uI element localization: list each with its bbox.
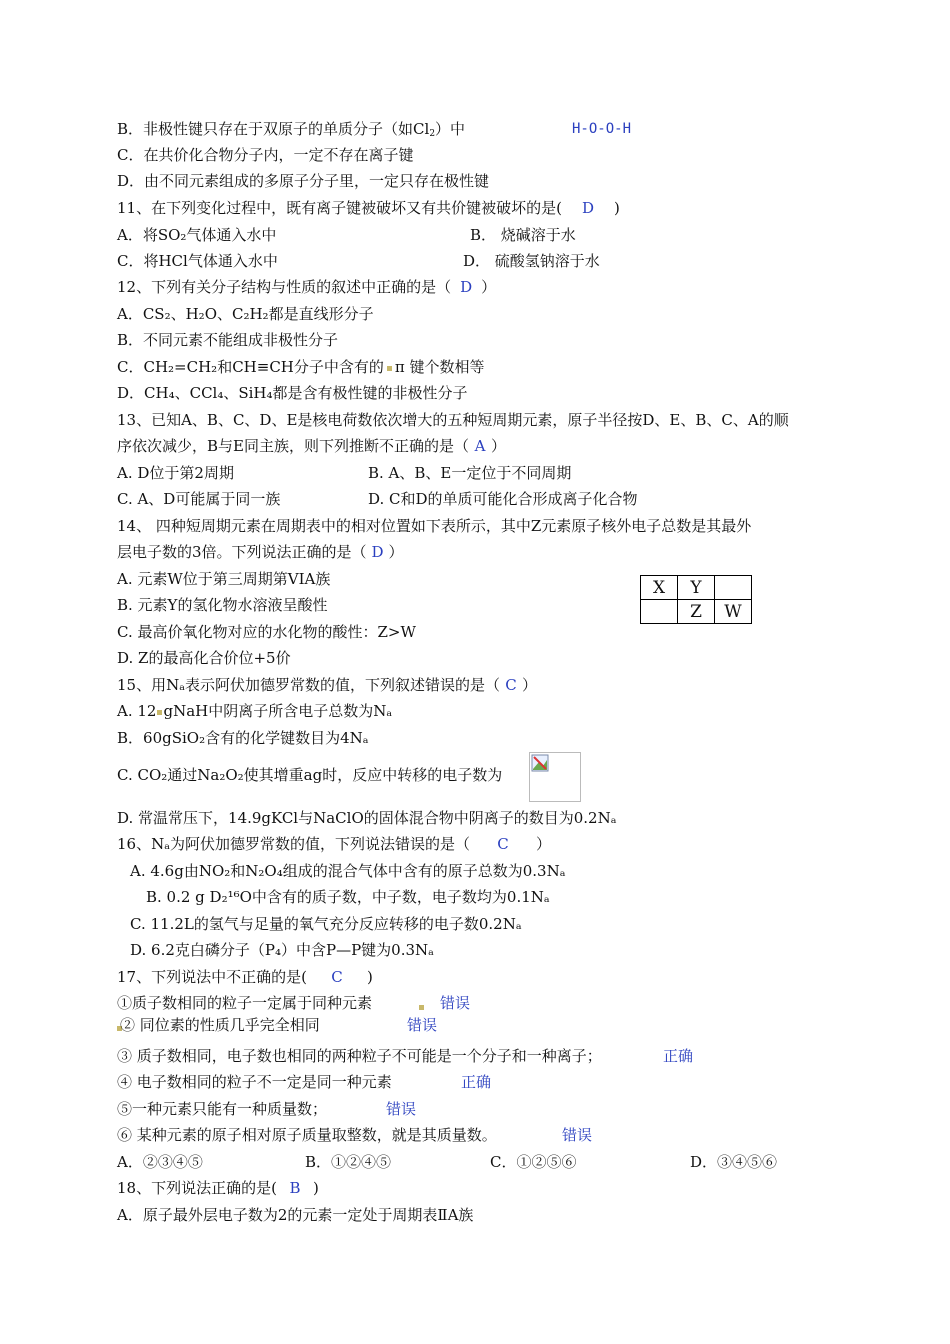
option-line: B． 烧碱溶于水 [470, 226, 576, 244]
option-line: A．②③④⑤ [117, 1153, 203, 1171]
table-row [641, 576, 752, 600]
table-cell [641, 600, 678, 624]
answer-letter: D [460, 278, 473, 296]
option-line: A. 12 gNaH中阴离子所含电子总数为Nₐ [117, 702, 393, 720]
answer-letter: D [581, 199, 594, 217]
question-stem: 17、下列说法中不正确的是( C ) [117, 968, 373, 986]
option-line: C．CH₂=CH₂和CH≡CH分子中含有的 π 键个数相等 [117, 358, 485, 376]
question-stem: 12、下列有关分子结构与性质的叙述中正确的是（ D ） [117, 278, 497, 296]
answer-note: 错误 [562, 1126, 593, 1144]
option-line: B．①②④⑤ [305, 1153, 392, 1171]
statement-line: ①质子数相同的粒子一定属于同种元素 [117, 994, 373, 1012]
question-stem: 16、Nₐ为阿伏加德罗常数的值，下列说法错误的是（ C ） [117, 835, 552, 853]
option-line: A．将SO₂气体通入水中 [117, 226, 277, 244]
option-line: B．非极性键只存在于双原子的单质分子（如$Cl_2$）中 [117, 120, 466, 139]
statement-line: ③ 质子数相同，电子数也相同的两种粒子不可能是一个分子和一种离子； [117, 1047, 602, 1065]
option-line: C．将HCl气体通入水中 [117, 252, 278, 270]
statement-line: ⑥ 某种元素的原子相对原子质量取整数，就是其质量数。 [117, 1126, 497, 1144]
table-cell: Z [678, 600, 715, 624]
option-line: B. 元素Y的氢化物水溶液呈酸性 [117, 596, 328, 614]
question-stem: 层电子数的3倍。下列说法正确的是（ D ） [117, 543, 404, 561]
option-line: D． 硫酸氢钠溶于水 [463, 252, 600, 270]
option-line: C．①②⑤⑥ [490, 1153, 577, 1171]
answer-letter: C [505, 676, 517, 694]
option-line: B．不同元素不能组成非极性分子 [117, 331, 339, 349]
periodic-position-table [640, 575, 752, 624]
question-stem: 18、下列说法正确的是( B ) [117, 1179, 319, 1197]
statement-line: ② 同位素的性质几乎完全相同 [120, 1016, 320, 1034]
option-line: D. 6.2克白磷分子（P₄）中含P—P键为0.3Nₐ [130, 941, 434, 959]
option-line: A．原子最外层电子数为2的元素一定处于周期表ⅡA族 [117, 1206, 474, 1224]
question-stem: 11、在下列变化过程中，既有离子键被破坏又有共价键被破坏的是( D ) [117, 199, 620, 217]
option-line: D. Z的最高化合价位+5价 [117, 649, 291, 667]
answer-note: 正确 [461, 1073, 492, 1091]
question-stem: 13、已知A、B、C、D、E是核电荷数依次增大的五种短周期元素，原子半径按D、E、B、C、A的顺 [117, 411, 789, 429]
option-line: A. 元素W位于第三周期第VIA族 [117, 570, 331, 588]
option-line: B. 0.2 g D₂¹⁶O中含有的质子数，中子数，电子数均为0.1Nₐ [146, 888, 550, 906]
option-line: D．③④⑤⑥ [690, 1153, 778, 1171]
answer-letter: B [289, 1179, 301, 1197]
question-stem: 序依次减少，B与E同主族，则下列推断不正确的是（ A ） [117, 437, 506, 455]
marker-icon [387, 366, 392, 371]
answer-letter: D [371, 543, 384, 561]
question-stem: 14、 四种短周期元素在周期表中的相对位置如下表所示，其中Z元素原子核外电子总数是其最外 [117, 517, 752, 535]
answer-letter: A [474, 437, 486, 455]
option-line: D．由不同元素组成的多原子分子里，一定只存在极性键 [117, 172, 490, 190]
answer-note: 正确 [663, 1047, 694, 1065]
broken-image-icon [527, 752, 581, 802]
option-line: C. A、D可能属于同一族 [117, 490, 281, 508]
question-stem: 15、用Nₐ表示阿伏加德罗常数的值，下列叙述错误的是（ C ） [117, 676, 538, 694]
answer-note: 错误 [407, 1016, 438, 1034]
table-cell: W [715, 600, 752, 624]
statement-line: ④ 电子数相同的粒子不一定是同一种元素 [117, 1073, 392, 1091]
answer-note: 错误 [386, 1100, 417, 1118]
statement-line: ⑤一种元素只能有一种质量数； [117, 1100, 328, 1118]
table-cell [715, 576, 752, 600]
answer-letter: C [331, 968, 343, 986]
marker-icon [157, 710, 162, 715]
option-line: A．CS₂、H₂O、C₂H₂都是直线形分子 [117, 305, 374, 323]
marker-icon [419, 1005, 424, 1010]
option-line: C．在共价化合物分子内，一定不存在离子键 [117, 146, 414, 164]
option-line: B．60gSiO₂含有的化学键数目为4Nₐ [117, 729, 369, 747]
option-line: A. D位于第2周期 [117, 464, 234, 482]
option-line: D．CH₄、CCl₄、SiH₄都是含有极性键的非极性分子 [117, 384, 468, 402]
table-cell: Y [678, 576, 715, 600]
option-line: B. A、B、E一定位于不同周期 [368, 464, 572, 482]
table-row [641, 600, 752, 624]
option-line: D. C和D的单质可能化合形成离子化合物 [368, 490, 638, 508]
option-line: D. 常温常压下，14.9gKCl与NaClO的固体混合物中阴离子的数目为0.2Nₐ [117, 809, 617, 827]
option-line: C. 最高价氧化物对应的水化物的酸性：Z>W [117, 623, 416, 641]
answer-note: 错误 [440, 994, 471, 1012]
answer-note: H-O-O-H [572, 121, 632, 137]
answer-letter: C [497, 835, 509, 853]
option-line: A. 4.6g由NO₂和N₂O₄组成的混合气体中含有的原子总数为0.3Nₐ [130, 862, 566, 880]
table-cell: X [641, 576, 678, 600]
option-line: C. 11.2L的氢气与足量的氧气充分反应转移的电子数0.2Nₐ [130, 915, 522, 933]
option-line: C. CO₂通过Na₂O₂使其增重ag时，反应中转移的电子数为 [117, 766, 503, 784]
